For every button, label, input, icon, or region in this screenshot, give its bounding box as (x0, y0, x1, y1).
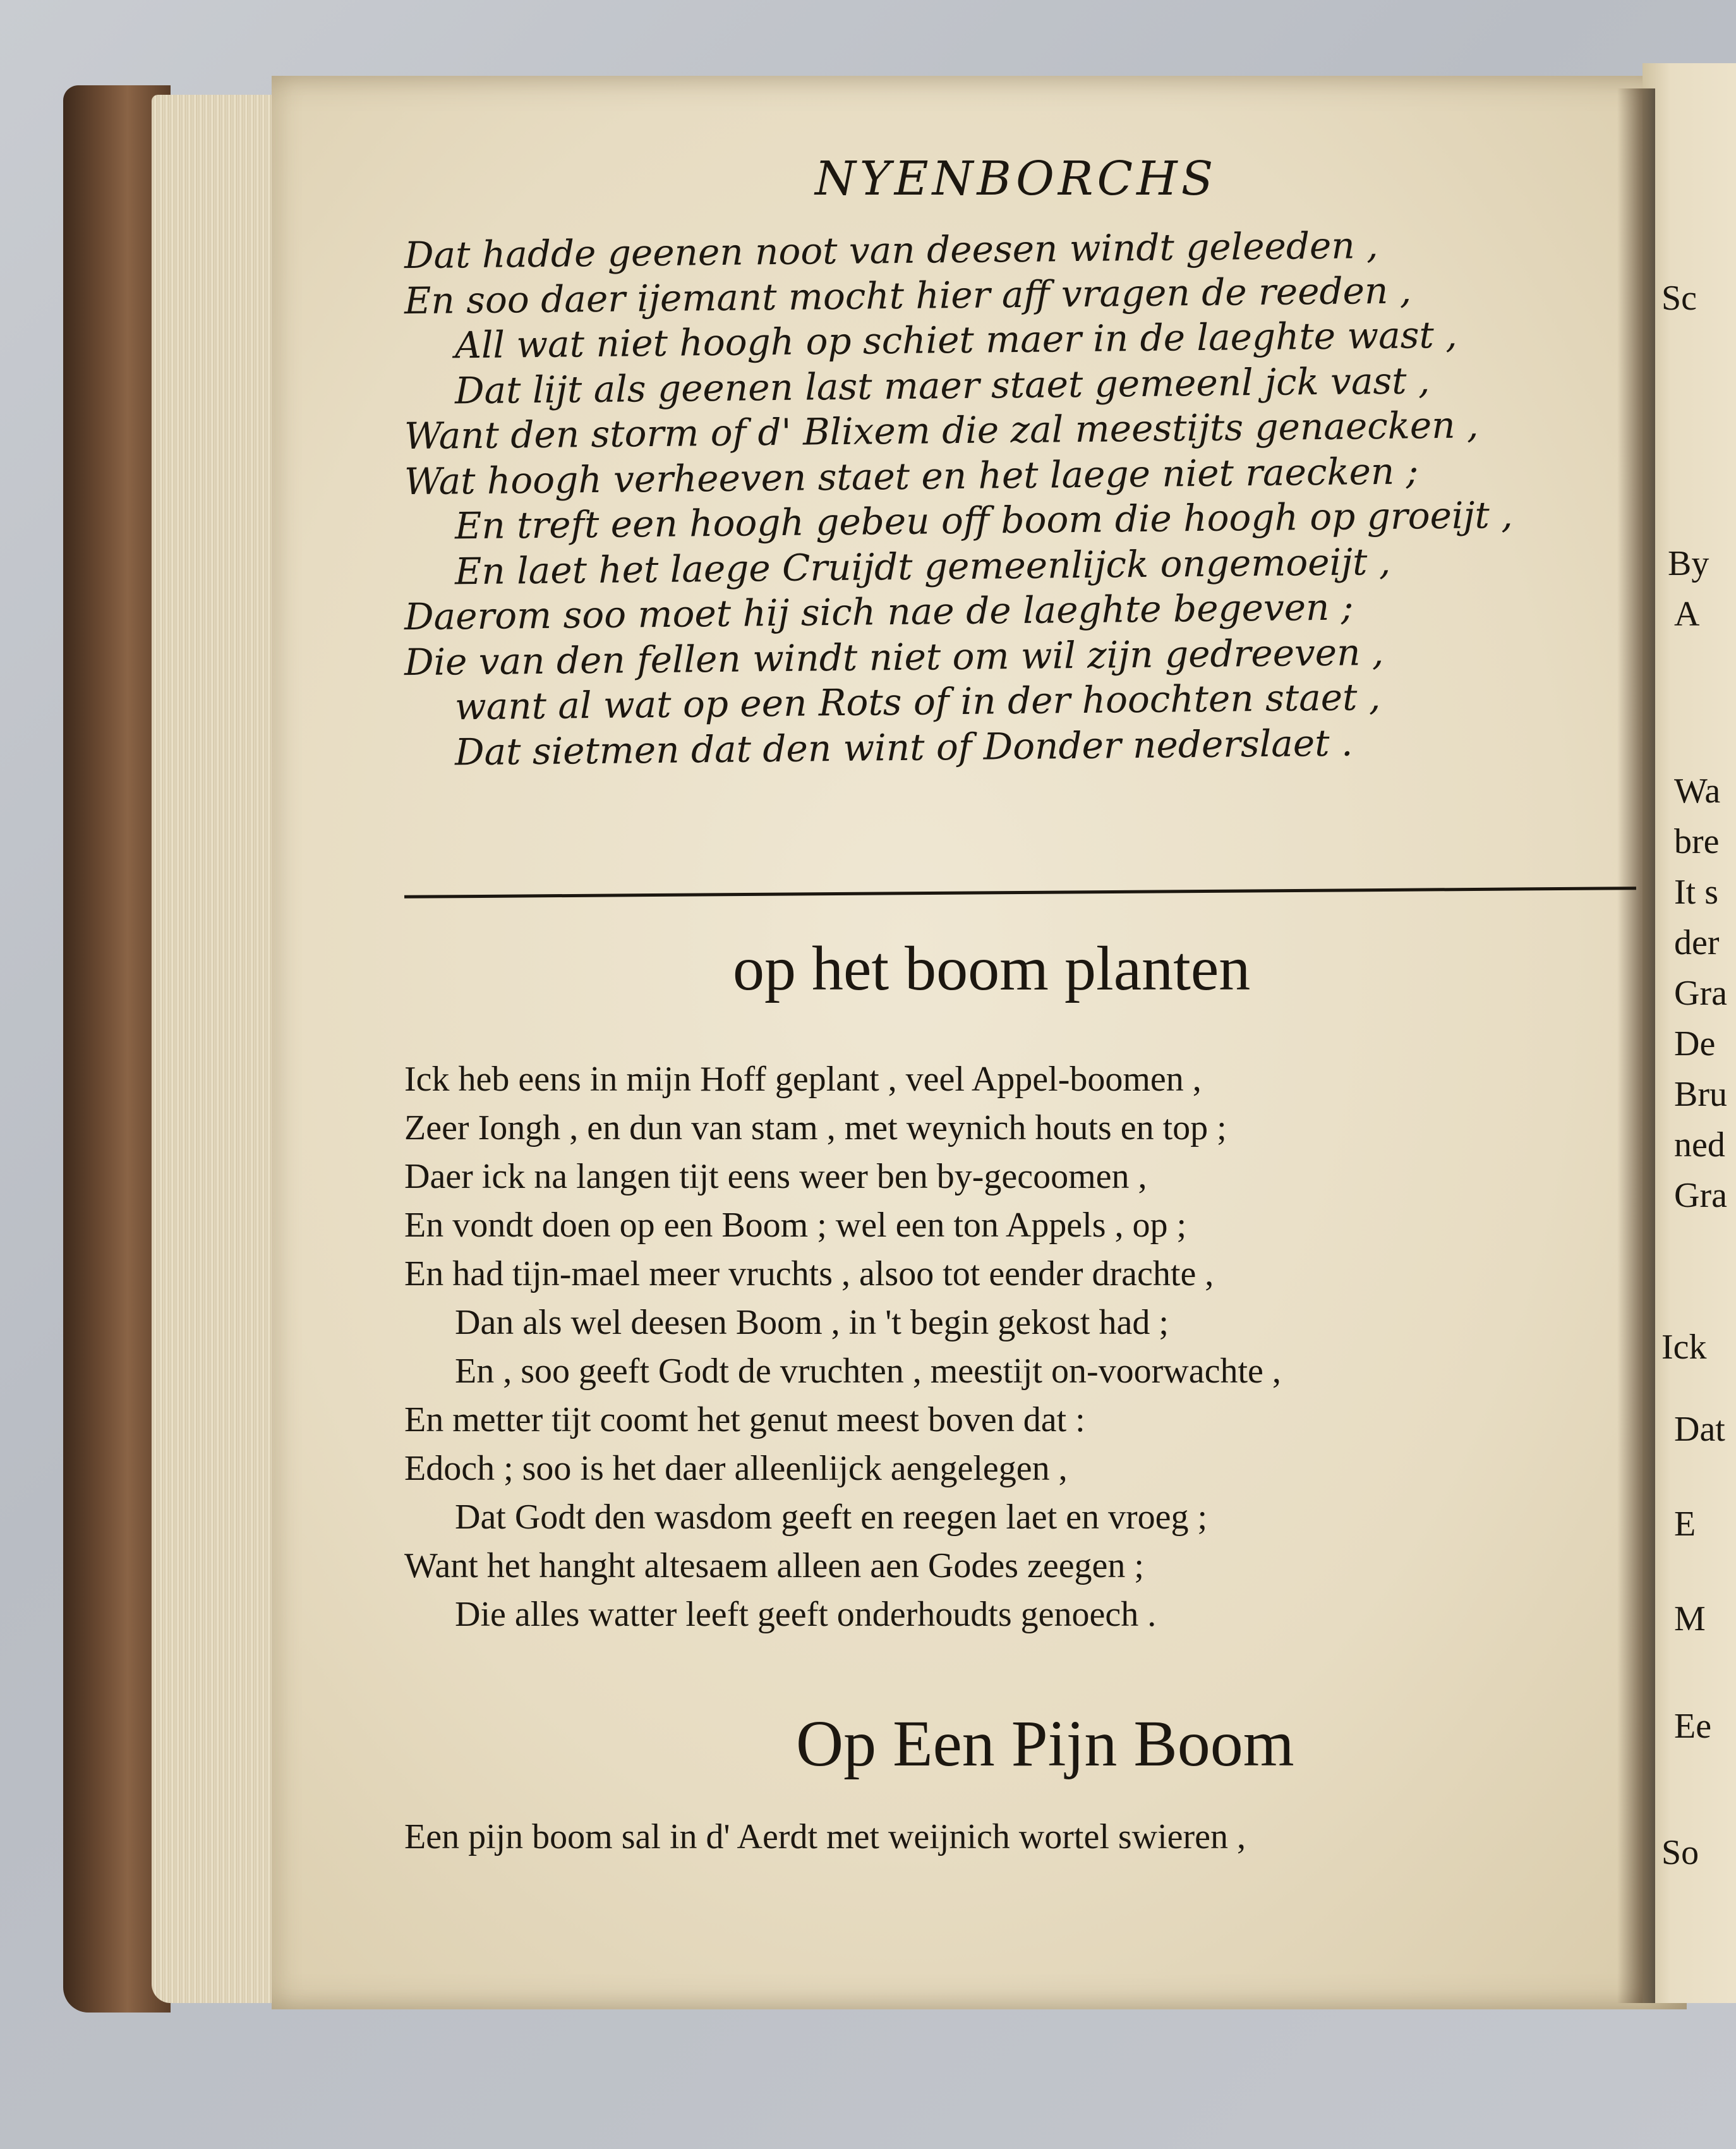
right-page-fragment: A (1674, 595, 1700, 634)
poem-line: Die alles watter leeft geeft onderhoudts genoech . (455, 1595, 1157, 1634)
poem-line: Edoch ; soo is het daer alleenlijck aengelegen , (404, 1449, 1068, 1488)
right-page-fragment: Gra (1674, 974, 1727, 1013)
poem-line: Daer ick na langen tijt eens weer ben by-gecoomen , (404, 1157, 1147, 1196)
poem-line: En vondt doen op een Boom ; wel een ton Appels , op ; (404, 1206, 1187, 1245)
poem-line: En had tijn-mael meer vruchts , alsoo tot eender drachte , (404, 1254, 1214, 1293)
right-page-fragment: M (1674, 1599, 1706, 1638)
poem-line: Die van den fellen windt niet om wil zijn gedreeven , (404, 630, 1384, 684)
right-page-fragment: Dat (1674, 1410, 1725, 1449)
right-page-fragment: Ee (1674, 1707, 1712, 1746)
right-page-fragment: ned (1674, 1125, 1725, 1165)
poem-line: En treft een hoogh gebeu off boom die hoogh op groeijt , (454, 493, 1513, 548)
poem-line: Wat hoogh verheeven staet en het laege niet raecken ; (404, 449, 1419, 503)
right-page-fragment: By (1668, 544, 1709, 583)
poem-line: Dat sietmen dat den wint of Donder nederslaet . (454, 720, 1353, 773)
right-page-fragment: bre (1674, 822, 1720, 861)
right-page-fragment: Wa (1674, 772, 1721, 811)
right-page-fragment: Gra (1674, 1176, 1727, 1215)
right-page-fragment: De (1674, 1024, 1716, 1063)
poem-line: Zeer Iongh , en dun van stam , met weynich houts en top ; (404, 1108, 1227, 1147)
right-page-fragment: So (1661, 1833, 1699, 1872)
poem-line: All wat niet hoogh op schiet maer in de laeghte wast , (454, 313, 1457, 367)
poem-line: Want den storm of d' Blixem die zal meestijts genaecken , (404, 403, 1479, 458)
poem-line: Dat Godt den wasdom geeft en reegen laet en vroeg ; (455, 1498, 1208, 1537)
right-page-fragment: E (1674, 1504, 1696, 1544)
poem-line: En soo daer ijemant mocht hier aff vragen de reeden , (404, 268, 1412, 322)
running-header: NYENBORCHS (815, 152, 1217, 206)
poem-line: Ick heb eens in mijn Hoff geplant , veel Appel-boomen , (404, 1060, 1202, 1099)
second-poem (404, 1055, 1281, 1639)
poem-title-2: Op Een Pijn Boom (796, 1707, 1294, 1780)
first-poem (404, 224, 1513, 773)
poem-line: En laet het laege Cruijdt gemeenlijck ongemoeijt , (454, 540, 1391, 593)
poem-title: op het boom planten (733, 933, 1251, 1003)
last-line: Een pijn boom sal in d' Aerdt met weijnich wortel swieren , (404, 1817, 1246, 1856)
right-page-fragment: der (1674, 923, 1720, 962)
poem-line: Dat hadde geenen noot van deesen windt geleeden , (404, 224, 1378, 277)
right-page-fragment: It s (1674, 873, 1718, 912)
right-page-fragment: Ick (1661, 1328, 1707, 1367)
poem-line: Dan als wel deesen Boom , in 't begin gekost had ; (455, 1303, 1169, 1342)
poem-line: Want het hanght altesaem alleen aen Godes zeegen ; (404, 1546, 1144, 1585)
poem-line: Daerom soo moet hij sich nae de laeghte begeven ; (404, 585, 1354, 639)
poem-line: Dat lijt als geenen last maer staet gemeenl jck vast , (454, 358, 1430, 412)
right-page-fragment: Sc (1661, 279, 1697, 318)
right-page-fragment: Bru (1674, 1075, 1727, 1114)
page-edges (152, 95, 291, 2003)
poem-line: want al wat op een Rots of in der hoochten staet , (454, 675, 1381, 729)
page-gutter (1617, 88, 1655, 2003)
poem-line: En , soo geeft Godt de vruchten , meestijt on-voorwachte , (455, 1352, 1281, 1391)
poem-line: En metter tijt coomt het genut meest boven dat : (404, 1400, 1085, 1439)
